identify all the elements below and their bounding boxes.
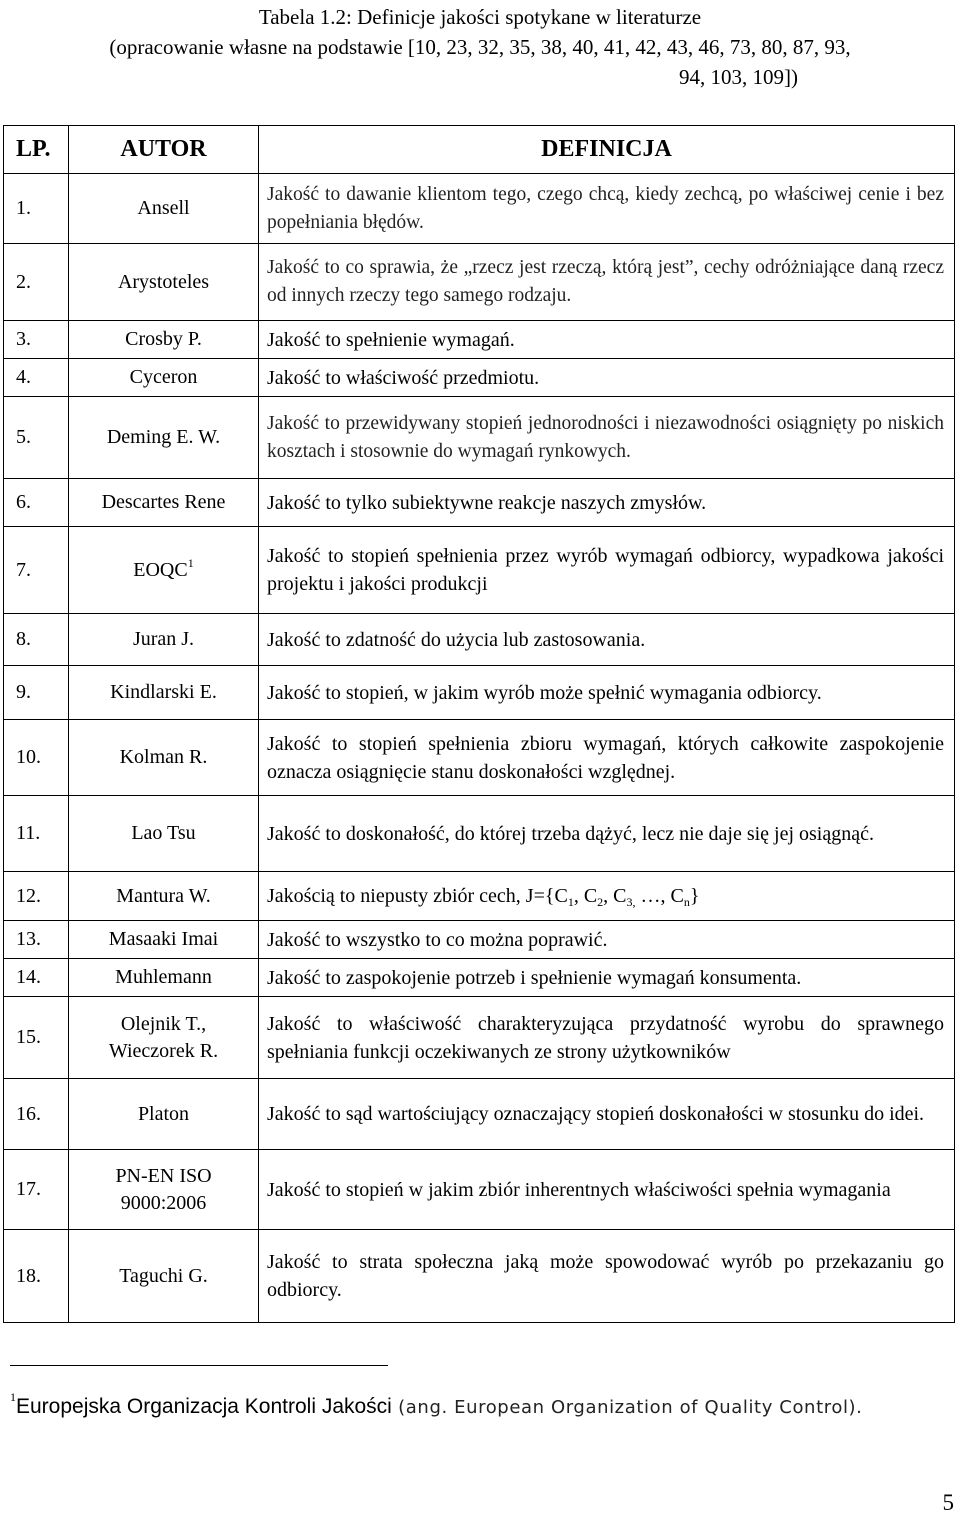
footnote bbox=[10, 1381, 950, 1424]
row-author: Crosby P. bbox=[69, 321, 259, 359]
row-number: 7. bbox=[4, 527, 69, 614]
table-row bbox=[4, 959, 955, 997]
footnote-mark: 1 bbox=[10, 1390, 16, 1404]
table-row bbox=[4, 614, 955, 666]
table-row bbox=[4, 921, 955, 959]
header-lp: LP. bbox=[4, 126, 69, 174]
table-caption bbox=[0, 2, 960, 92]
row-author: PN-EN ISO 9000:2006 bbox=[69, 1150, 259, 1230]
row-number: 10. bbox=[4, 720, 69, 796]
table-row bbox=[4, 997, 955, 1079]
table-row bbox=[4, 174, 955, 244]
row-author bbox=[69, 527, 259, 614]
row-number: 1. bbox=[4, 174, 69, 244]
row-definition: Jakość to spełnienie wymagań. bbox=[259, 321, 955, 359]
row-number: 15. bbox=[4, 997, 69, 1079]
row-number: 13. bbox=[4, 921, 69, 959]
row-number: 2. bbox=[4, 244, 69, 321]
row-definition: Jakość to stopień spełnienia zbioru wymagań, których całkowite zaspokojenie oznacza osiągnięcie stanu doskonałości względnej. bbox=[259, 720, 955, 796]
header-row bbox=[4, 126, 955, 174]
author-name: EOQC bbox=[133, 558, 188, 581]
row-number: 11. bbox=[4, 796, 69, 872]
row-definition: Jakość to właściwość charakteryzująca przydatność wyrobu do sprawnego spełniania funkcji oczekiwanych ze strony użytkowników bbox=[259, 997, 955, 1079]
row-number: 9. bbox=[4, 666, 69, 720]
caption-line-1: Tabela 1.2: Definicje jakości spotykane w literaturze bbox=[258, 5, 702, 29]
row-author: Masaaki Imai bbox=[69, 921, 259, 959]
row-number: 6. bbox=[4, 479, 69, 527]
row-author: Taguchi G. bbox=[69, 1230, 259, 1323]
row-definition: Jakość to tylko subiektywne reakcje naszych zmysłów. bbox=[259, 479, 955, 527]
row-number: 3. bbox=[4, 321, 69, 359]
caption-line-2: (opracowanie własne na podstawie [10, 23, 32, 35, 38, 40, 41, 42, 43, 46, 73, 80, 87, 93, bbox=[109, 35, 851, 59]
page-number: 5 bbox=[942, 1490, 954, 1515]
table-row bbox=[4, 397, 955, 479]
row-number: 12. bbox=[4, 872, 69, 921]
row-author: Arystoteles bbox=[69, 244, 259, 321]
definitions-table bbox=[3, 125, 955, 1323]
header-definition: DEFINICJA bbox=[259, 126, 955, 174]
row-author: Olejnik T., Wieczorek R. bbox=[69, 997, 259, 1079]
row-definition: Jakość to strata społeczna jaką może spowodować wyrób po przekazaniu go odbiorcy. bbox=[259, 1230, 955, 1323]
row-definition: Jakość to stopień, w jakim wyrób może spełnić wymagania odbiorcy. bbox=[259, 666, 955, 720]
row-definition: Jakość to wszystko to co można poprawić. bbox=[259, 921, 955, 959]
row-author: Kolman R. bbox=[69, 720, 259, 796]
row-author: Mantura W. bbox=[69, 872, 259, 921]
row-definition: Jakość to co sprawia, że „rzecz jest rzeczą, którą jest”, cechy odróżniające daną rzecz od innych rzeczy tego samego rodzaju. bbox=[259, 244, 955, 321]
table-row bbox=[4, 359, 955, 397]
row-number: 8. bbox=[4, 614, 69, 666]
table-row bbox=[4, 796, 955, 872]
row-definition: Jakość to stopień w jakim zbiór inherentnych właściwości spełnia wymagania bbox=[259, 1150, 955, 1230]
row-number: 16. bbox=[4, 1079, 69, 1150]
row-number: 5. bbox=[4, 397, 69, 479]
row-definition: Jakość to przewidywany stopień jednorodności i niezawodności osiągnięty po niskich kosztach i stosownie do wymagań rynkowych. bbox=[259, 397, 955, 479]
table-row bbox=[4, 720, 955, 796]
row-definition: Jakością to niepusty zbiór cech, $J=\{C_1$, $C_2$, $C_{3,}$ …, $C_n$} bbox=[259, 872, 955, 921]
row-definition: Jakość to zdatność do użycia lub zastosowania. bbox=[259, 614, 955, 666]
footnote-english: (ang. European Organization of Quality Control). bbox=[391, 1397, 863, 1418]
footnote-org: Europejska Organizacja Kontroli Jakości bbox=[16, 1395, 392, 1418]
row-number: 18. bbox=[4, 1230, 69, 1323]
footnote-separator bbox=[10, 1365, 388, 1366]
row-definition: Jakość to zaspokojenie potrzeb i spełnienie wymagań konsumenta. bbox=[259, 959, 955, 997]
table-row bbox=[4, 244, 955, 321]
row-definition: Jakość to właściwość przedmiotu. bbox=[259, 359, 955, 397]
table-row bbox=[4, 1230, 955, 1323]
row-number: 4. bbox=[4, 359, 69, 397]
row-author: Ansell bbox=[69, 174, 259, 244]
row-author: Descartes Rene bbox=[69, 479, 259, 527]
row-author: Juran J. bbox=[69, 614, 259, 666]
row-author: Lao Tsu bbox=[69, 796, 259, 872]
row-number: 14. bbox=[4, 959, 69, 997]
row-definition: Jakość to dawanie klientom tego, czego chcą, kiedy zechcą, po właściwej cenie i bez popełniania błędów. bbox=[259, 174, 955, 244]
table-row bbox=[4, 1150, 955, 1230]
row-author: Platon bbox=[69, 1079, 259, 1150]
table-row bbox=[4, 1079, 955, 1150]
row-number: 17. bbox=[4, 1150, 69, 1230]
row-definition: Jakość to doskonałość, do której trzeba dążyć, lecz nie daje się jej osiągnąć. bbox=[259, 796, 955, 872]
table-row bbox=[4, 321, 955, 359]
row-author: Muhlemann bbox=[69, 959, 259, 997]
row-definition: Jakość to stopień spełnienia przez wyrób wymagań odbiorcy, wypadkowa jakości projektu i jakości produkcji bbox=[259, 527, 955, 614]
table-row bbox=[4, 872, 955, 921]
row-author: Cyceron bbox=[69, 359, 259, 397]
caption-line-3: 94, 103, 109]) bbox=[679, 65, 798, 89]
row-definition: Jakość to sąd wartościujący oznaczający stopień doskonałości w stosunku do idei. bbox=[259, 1079, 955, 1150]
row-author: Kindlarski E. bbox=[69, 666, 259, 720]
footnote-marker: 1 bbox=[187, 555, 194, 570]
table-row bbox=[4, 666, 955, 720]
row-author: Deming E. W. bbox=[69, 397, 259, 479]
table-row bbox=[4, 527, 955, 614]
table-row bbox=[4, 479, 955, 527]
header-author: AUTOR bbox=[69, 126, 259, 174]
